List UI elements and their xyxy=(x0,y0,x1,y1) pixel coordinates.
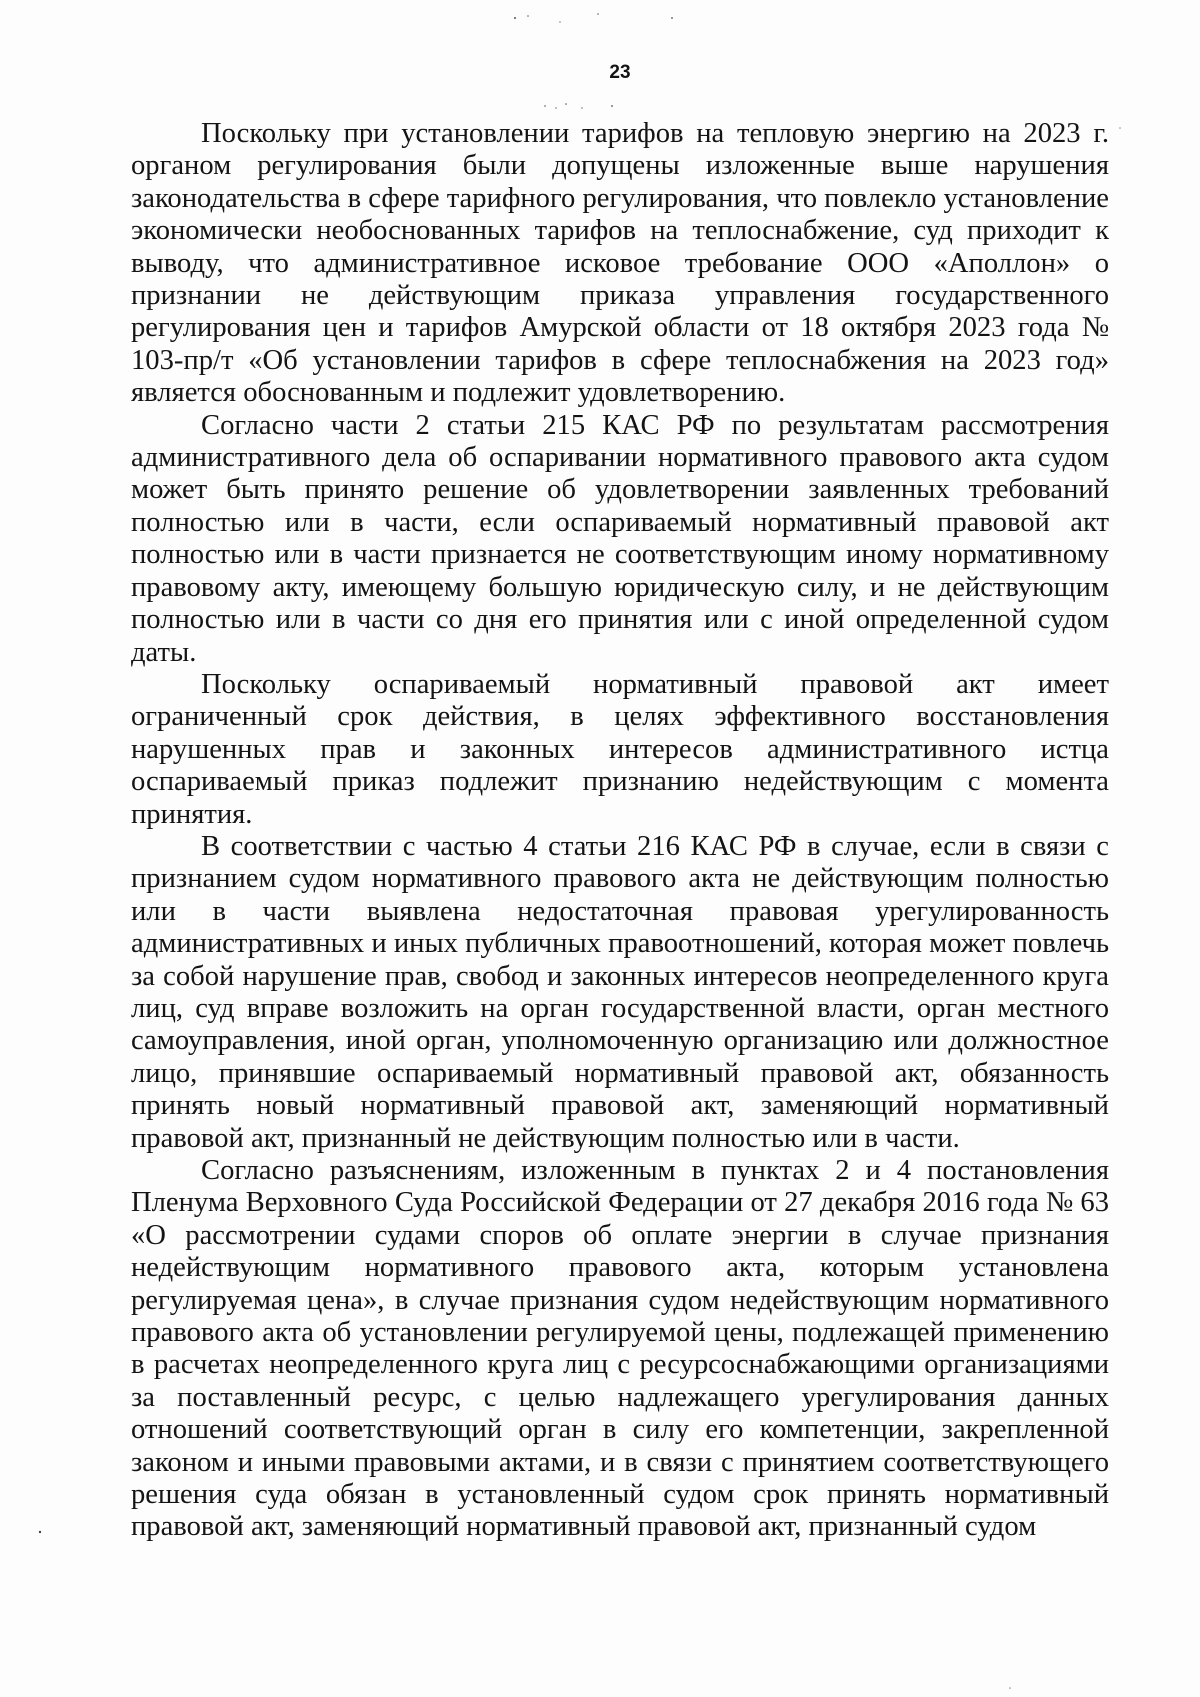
paragraph-4: В соответствии с частью 4 статьи 216 КАС РФ в случае, если в связи с признанием судом нормативного правового акта не действующим полностью или в части выявлена недостаточная правовая урегулированность административных и иных публичных правоотношений, которая может повлечь за собой нарушение прав, свобод и законных интересов неопределенного круга лиц, суд вправе возложить на орган государственной власти, орган местного самоуправления, иной орган, уполномоченную организацию или должностное лицо, принявшие оспариваемый нормативный правовой акт, обязанность принять новый нормативный правовой акт, заменяющий нормативный правовой акт, признанный не действующим полностью или в части. xyxy=(131,830,1109,1154)
paragraph-1: Поскольку при установлении тарифов на тепловую энергию на 2023 г. органом регулирования были допущены изложенные выше нарушения законодательства в сфере тарифного регулирования, что повлекло установление экономически необоснованных тарифов на теплоснабжение, суд приходит к выводу, что административное исковое требование ООО «Аполлон» о признании не действующим приказа управления государственного регулирования цен и тарифов Амурской области от 18 октября 2023 года № 103-пр/т «Об установлении тарифов в сфере теплоснабжения на 2023 год» является обоснованным и подлежит удовлетворению. xyxy=(131,118,1109,409)
paragraph-2: Согласно части 2 статьи 215 КАС РФ по результатам рассмотрения административного дела об оспаривании нормативного правового акта судом может быть принято решение об удовлетворении заявленных требований полностью или в части, если оспариваемый нормативный правовой акт полностью или в части признается не соответствующим иному нормативному правовому акту, имеющему большую юридическую силу, и не действующим полностью или в части со дня его принятия или с иной определенной судом даты. xyxy=(131,409,1109,668)
paragraph-5: Согласно разъяснениям, изложенным в пунктах 2 и 4 постановления Пленума Верховного Суда Российской Федерации от 27 декабря 2016 года № 63 «О рассмотрении судами споров об оплате энергии в случае признания недействующим нормативного правового акта, которым установлена регулируемая цена», в случае признания судом недействующим нормативного правового акта об установлении регулируемой цены, подлежащей применению в расчетах неопределенного круга лиц с ресурсоснабжающими организациями за поставленный ресурс, с целью надлежащего урегулирования данных отношений соответствующий орган в силу его компетенции, закрепленной законом и иными правовыми актами, и в связи с принятием соответствующего решения суда обязан в установленный судом срок принять нормативный правовой акт, заменяющий нормативный правовой акт, признанный судом xyxy=(131,1155,1109,1543)
paragraph-3: Поскольку оспариваемый нормативный правовой акт имеет ограниченный срок действия, в целях эффективного восстановления нарушенных прав и законных интересов административного истца оспариваемый приказ подлежит признанию недействующим с момента принятия. xyxy=(131,668,1109,830)
page-number: 23 xyxy=(609,62,631,83)
document-body xyxy=(131,118,1109,1544)
